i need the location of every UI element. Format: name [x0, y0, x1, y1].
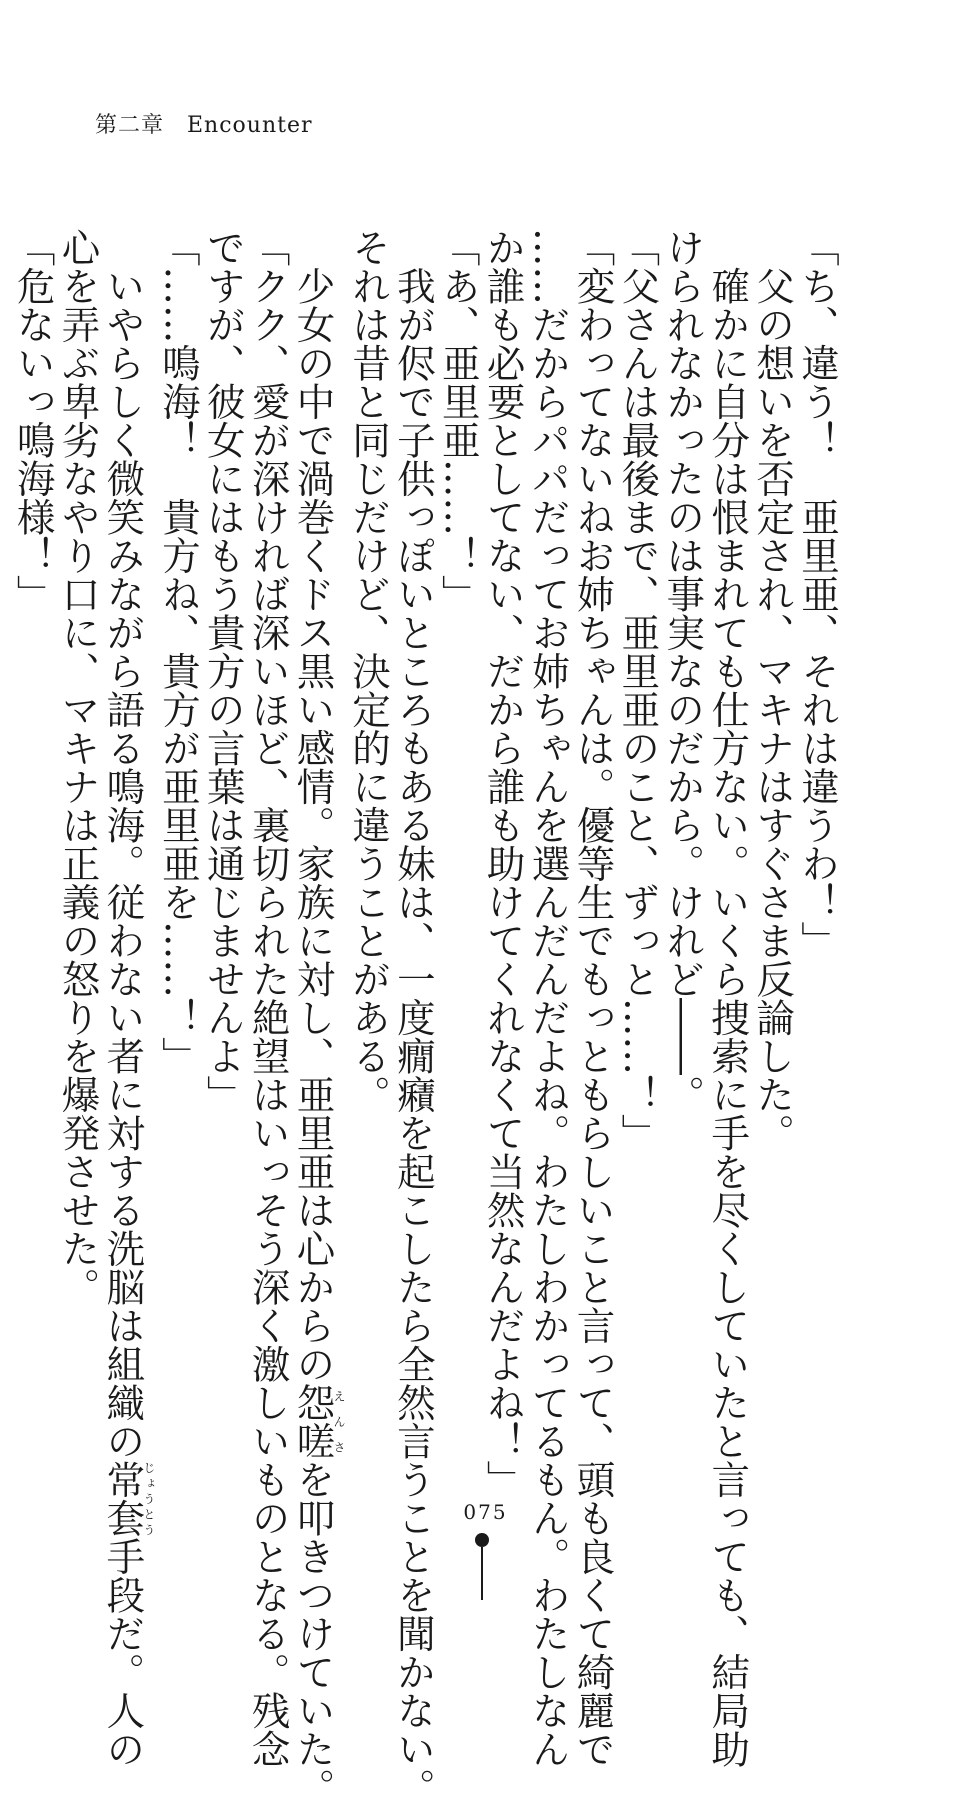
ruby-reading: えんさ [332, 1383, 347, 1460]
ruby-word [290, 1383, 347, 1460]
text-line [100, 228, 156, 1768]
text-line: 確かに自分は恨まれても仕方ない。いくら捜索に手を尽くしていたと言っても、結局助 [705, 228, 751, 1768]
text-line [290, 228, 347, 1807]
text-fragment: 手段だ。人の [100, 1537, 146, 1768]
text-line: 「危ないっ鳴海様！」 [10, 228, 56, 613]
ruby-reading: じょうとう [141, 1460, 156, 1537]
text-line: けられなかったのは事実なのだから。けれど――。 [660, 228, 706, 1114]
text-line: ……だからパパだってお姉ちゃんを選んだんだよね。わたしわかってるもん。わたしなん [525, 228, 571, 1768]
text-line: ですが、彼女にはもう貴方の言葉は通じませんよ」 [200, 228, 246, 1114]
text-line: 父の想いを否定され、マキナはすぐさま反論した。 [750, 228, 796, 1152]
text-line: それは昔と同じだけど、決定的に違うことがある。 [345, 228, 391, 1114]
text-fragment: を叩きつけていた。 [290, 1460, 336, 1807]
text-fragment: いやらしく微笑みながら語る鳴海。従わない者に対する洗脳は組織の [100, 228, 146, 1460]
text-line: 「変わってないねお姉ちゃんは。優等生でもっともらしいこと言って、頭も良くて綺麗で [570, 228, 616, 1768]
text-line: 「……鳴海！ 貴方ね、貴方が亜里亜を……！」 [155, 228, 201, 1075]
page-number: 075 [463, 1500, 508, 1524]
text-line: 「あ、亜里亜……！」 [435, 228, 481, 613]
text-line: か誰も必要としてない、だから誰も助けてくれなくて当然なんだよね！」 [480, 228, 526, 1499]
chapter-header: 第二章 Encounter [95, 113, 313, 138]
text-line: 「父さんは最後まで、亜里亜のこと、ずっと……！」 [615, 228, 661, 1152]
text-line: 心を弄ぶ卑劣なやり口に、マキナは正義の怒りを爆発させた。 [55, 228, 101, 1306]
ruby-base: 常套 [100, 1460, 146, 1537]
text-line: 「クク、愛が深ければ深いほど、裏切られた絶望はいっそう深く激しいものとなる。残念 [245, 228, 291, 1768]
page-marker-line [481, 1547, 483, 1600]
ruby-word [100, 1460, 156, 1537]
ruby-base: 怨嗟 [290, 1383, 336, 1460]
text-line: 我が侭で子供っぽいところもある妹は、一度癇癪を起こしたら全然言うことを聞かない。 [390, 228, 436, 1807]
text-line: 「ち、違う！ 亜里亜、それは違うわ！」 [795, 228, 840, 960]
page-marker-dot [475, 1533, 489, 1547]
text-fragment: 少女の中で渦巻くドス黒い感情。家族に対し、亜里亜は心からの [290, 228, 336, 1383]
